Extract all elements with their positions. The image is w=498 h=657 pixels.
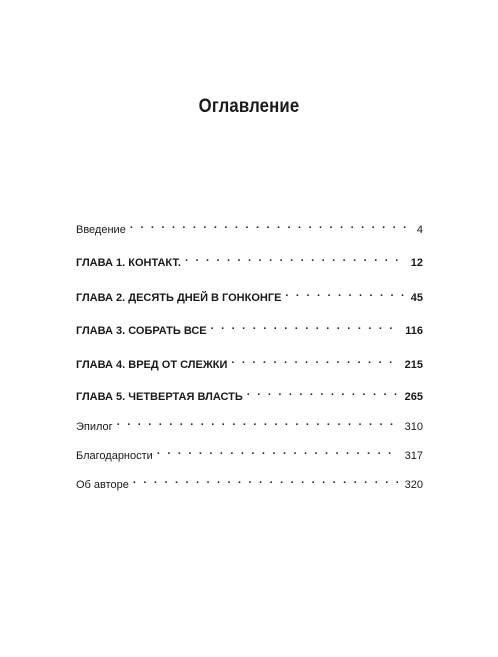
dot-leader	[285, 285, 404, 301]
toc-entry-page-number: 45	[410, 292, 423, 304]
toc-entry-label: Благодарности	[76, 450, 153, 462]
page-title: Оглавление	[198, 96, 300, 117]
toc-entry-acknowledgements[interactable]	[76, 443, 423, 462]
toc-entry-label: ГЛАВА 2. ДЕСЯТЬ ДНЕЙ В ГОНКОНГЕ	[76, 292, 282, 304]
toc-entry-introduction[interactable]	[76, 217, 423, 236]
toc-entry-chapter-5[interactable]	[76, 384, 423, 403]
toc-entry-chapter-2[interactable]	[76, 285, 423, 304]
toc-entry-page-number: 320	[404, 479, 423, 491]
dot-leader	[130, 217, 411, 233]
toc-entry-label: ГЛАВА 4. ВРЕД ОТ СЛЕЖКИ	[76, 359, 228, 371]
toc-entry-label: ГЛАВА 1. КОНТАКТ.	[76, 257, 181, 269]
toc-entry-label: Введение	[76, 224, 126, 236]
toc-entry-chapter-3[interactable]	[76, 318, 423, 337]
dot-leader	[247, 384, 399, 400]
dot-leader	[157, 443, 399, 459]
toc-entry-page-number: 310	[404, 421, 423, 433]
dot-leader	[117, 414, 399, 430]
toc-entry-about-author[interactable]	[76, 472, 423, 491]
toc-entry-page-number: 265	[404, 391, 423, 403]
toc-entry-page-number: 12	[410, 257, 423, 269]
dot-leader	[185, 250, 405, 266]
toc-entry-page-number: 116	[405, 325, 423, 337]
toc-entry-label: Эпилог	[76, 421, 113, 433]
dot-leader	[211, 318, 400, 334]
dot-leader	[133, 472, 399, 488]
toc-entry-chapter-4[interactable]	[76, 352, 423, 371]
toc-entry-epilogue[interactable]	[76, 414, 423, 433]
toc-entry-chapter-1[interactable]	[76, 250, 423, 269]
toc-entry-page-number: 215	[404, 359, 423, 371]
toc-entry-label: Об авторе	[76, 479, 129, 491]
dot-leader	[231, 352, 398, 368]
toc-entry-page-number: 4	[416, 224, 423, 236]
toc-entry-label: ГЛАВА 3. СОБРАТЬ ВСЕ	[76, 325, 207, 337]
toc-entry-label: ГЛАВА 5. ЧЕТВЕРТАЯ ВЛАСТЬ	[76, 391, 243, 403]
toc-entry-page-number: 317	[404, 450, 423, 462]
